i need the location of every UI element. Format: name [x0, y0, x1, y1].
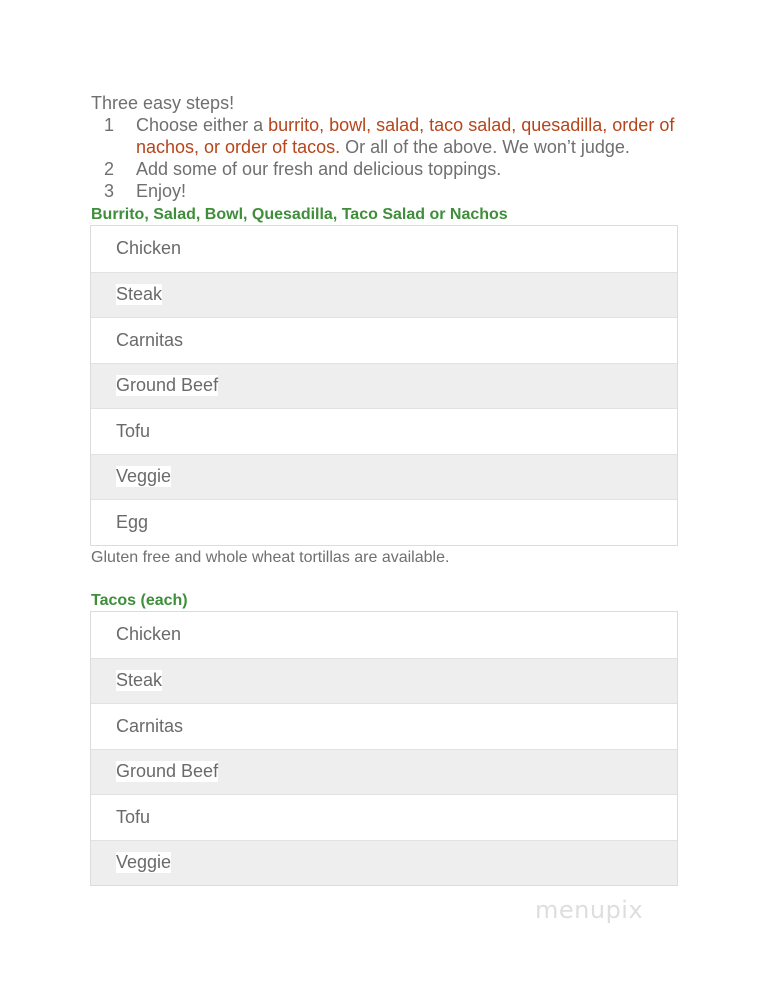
step-text: Add some of our fresh and delicious toppings.: [136, 159, 502, 179]
step-text: [136, 114, 691, 158]
menu-item: [91, 499, 677, 545]
menu-item: [91, 408, 677, 454]
step-text-pre: Choose either a: [136, 115, 269, 135]
menu-item: [91, 749, 677, 795]
menu-item-label: Egg: [116, 511, 149, 532]
menu-item: [91, 454, 677, 500]
menu-item: [91, 703, 677, 749]
step-item: [91, 180, 691, 202]
menu-item: [91, 272, 677, 318]
step-number: 1: [104, 115, 115, 135]
step-number: 3: [104, 181, 115, 201]
step-item: [91, 114, 691, 158]
section-heading-burrito: Burrito, Salad, Bowl, Quesadilla, Taco Salad or Nachos: [91, 206, 508, 223]
menu-item: [91, 794, 677, 840]
intro-text: Three easy steps!: [91, 93, 235, 113]
menu-item-label: Ground Beef: [116, 375, 219, 396]
step-text: Enjoy!: [136, 181, 187, 201]
menu-item: [91, 363, 677, 409]
menu-item-label: Chicken: [116, 238, 182, 259]
section-heading-tacos: Tacos (each): [91, 592, 188, 609]
menu-item: [91, 658, 677, 704]
menu-item-label: Veggie: [116, 466, 172, 487]
step-highlight: burrito, bowl, salad, taco salad, quesadilla, order of nachos, or order of tacos.: [136, 115, 675, 157]
menu-item-label: Steak: [116, 670, 163, 691]
menu-item-label: Ground Beef: [116, 761, 219, 782]
step-text-post: Or all of the above. We won’t judge.: [340, 137, 630, 157]
step-number: 2: [104, 159, 115, 179]
menupix-watermark: menupix: [535, 896, 644, 924]
menu-item: [91, 840, 677, 886]
menu-item-label: Veggie: [116, 852, 172, 873]
menu-item-label: Tofu: [116, 806, 151, 827]
steps-list: [91, 114, 691, 202]
step-item: [91, 158, 691, 180]
menu-item-label: Carnitas: [116, 715, 184, 736]
menu-table-tacos: [90, 611, 678, 886]
menu-table-burrito: [90, 225, 678, 546]
menu-item-label: Steak: [116, 284, 163, 305]
menu-item: [91, 226, 677, 272]
menu-item: [91, 612, 677, 658]
menu-item-label: Tofu: [116, 420, 151, 441]
tortilla-note: Gluten free and whole wheat tortillas are available.: [91, 549, 450, 566]
menu-item: [91, 317, 677, 363]
menu-item-label: Chicken: [116, 624, 182, 645]
menu-item-label: Carnitas: [116, 329, 184, 350]
